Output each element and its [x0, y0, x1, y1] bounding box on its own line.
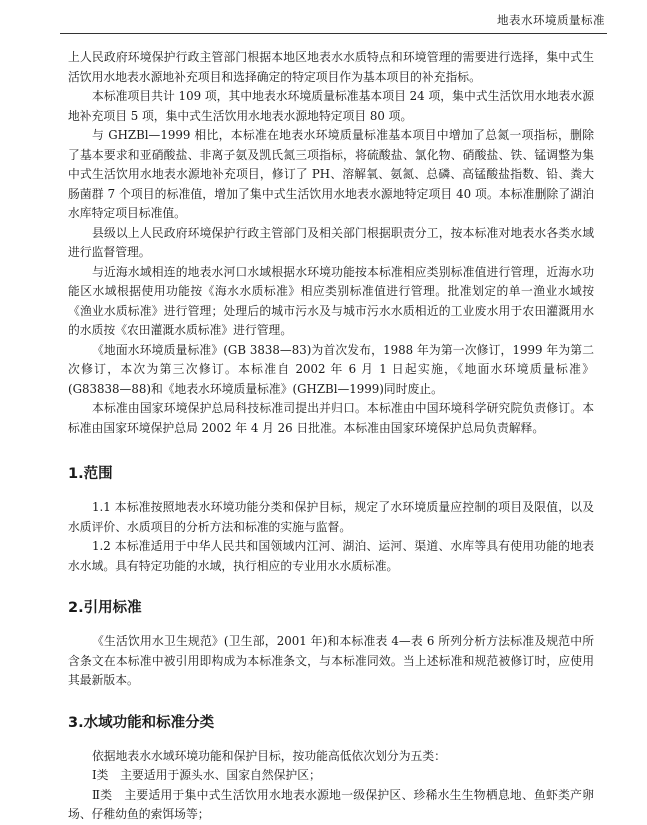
preface-paragraph: 本标准项目共计 109 项，其中地表水环境质量标准基本项目 24 项，集中式生活饮用水地表水源地补充项目 5 项，集中式生活饮用水地表水源地特定项目 80 项。 [68, 89, 594, 123]
class-item: Ⅱ类 主要适用于集中式生活饮用水地表水源地一级保护区、珍稀水生生物栖息地、鱼虾类产卵场、仔稚幼鱼的索饵场等； [68, 787, 594, 821]
preface-section [68, 48, 594, 438]
header-title: 地表水环境质量标准 [497, 13, 605, 27]
preface-paragraph: 县级以上人民政府环境保护行政主管部门及相关部门根据职责分工，按本标准对地表水各类水域进行监督管理。 [68, 225, 594, 259]
document-body [68, 48, 594, 825]
preface-paragraph: 《地面水环境质量标准》(GB 3838—83)为首次发布，1988 年为第一次修订，1999 年为第二次修订，本次为第三次修订。本标准自 2002 年 6 月 1 日起实施，《地面水环境质量标准》(G83838—88)和《地表水环境质量标准》(GHZBl—1999)同时废止。 [68, 342, 594, 396]
section-heading-classification: 3.水域功能和标准分类 [68, 714, 215, 731]
preface-paragraph: 上人民政府环境保护行政主管部门根据本地区地表水水质特点和环境管理的需要进行选择，集中式生活饮用水地表水源地补充项目和选择确定的特定项目作为基本项目的补充指标。 [68, 50, 594, 84]
classification-paragraph: 依据地表水水域环境功能和保护目标，按功能高低依次划分为五类： [92, 748, 446, 763]
section-heading-scope: 1.范围 [68, 466, 113, 482]
scope-paragraph: 1.2 本标准适用于中华人民共和国领域内江河、湖泊、运河、渠道、水库等具有使用功能的地表水水域。具有特定功能的水域，执行相应的专业用水水质标准。 [68, 539, 594, 573]
header-rule [60, 33, 607, 34]
page-header [0, 0, 647, 30]
section-heading-references: 2.引用标准 [68, 600, 142, 616]
scope-paragraph: 1.1 本标准按照地表水环境功能分类和保护目标，规定了水环境质量应控制的项目及限值，以及水质评价、水质项目的分析方法和标准的实施与监督。 [68, 500, 594, 534]
scope-section [68, 498, 594, 576]
preface-paragraph: 与近海水域相连的地表水河口水域根据水环境功能按本标准相应类别标准值进行管理，近海水功能区水域根据使用功能按《海水水质标准》相应类别标准值进行管理。批准划定的单一渔业水域按《渔业水质标准》进行管理；处理后的城市污水及与城市污水水质相近的工业废水用于农田灌溉用水的水质按《农田灌溉水质标准》进行管理。 [68, 264, 594, 337]
references-paragraph: 《生活饮用水卫生规范》(卫生部，2001 年)和本标准表 4—表 6 所列分析方法标准及规范中所含条文在本标准中被引用即构成为本标准条文，与本标准同效。当上述标准和规范被修订时，应使用其最新版本。 [68, 634, 594, 687]
classification-section [68, 747, 594, 825]
preface-paragraph: 与 GHZBl—1999 相比，本标准在地表水环境质量标准基本项目中增加了总氮一项指标，删除了基本要求和亚硝酸盐、非离子氨及凯氏氮三项指标，将硫酸盐、氯化物、硝酸盐、铁、锰调整为集中式生活饮用水地表水源地补充项目，修订了 PH、溶解氧、氨氮、总磷、高锰酸盐指数、铅、粪大肠菌群 7 个项目的标准值，增加了集中式生活饮用水地表水源地特定项目 40 项。本标准删除了湖泊水库特定项目标准值。 [68, 128, 594, 220]
preface-paragraph: 本标准由国家环境保护总局科技标准司提出并归口。本标准由中国环境科学研究院负责修订。本标准由国家环境保护总局 2002 年 4 月 26 日批准。本标准由国家环境保护总局负责解释。 [68, 401, 594, 435]
class-item: Ⅰ类 主要适用于源头水、国家自然保护区； [92, 768, 321, 782]
references-section [68, 632, 594, 691]
